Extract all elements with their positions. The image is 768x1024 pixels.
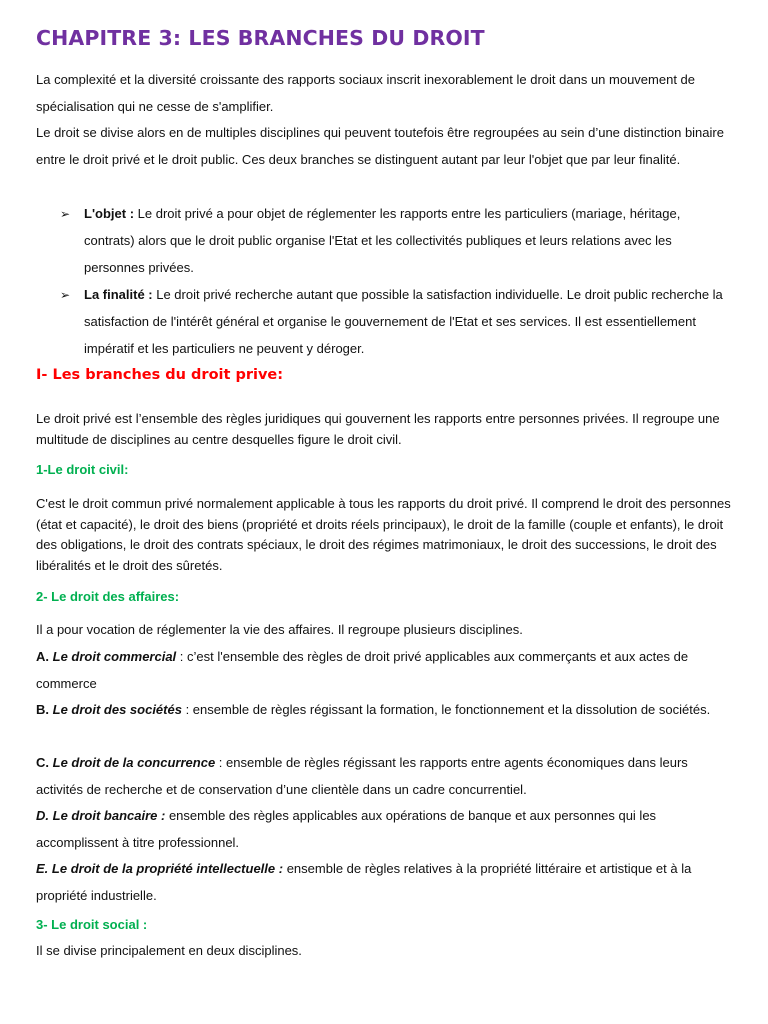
bullet-finalite — [84, 282, 734, 362]
item-term: Le droit de la concurrence — [52, 755, 216, 770]
civil-paragraph: C'est le droit commun privé normalement applicable à tous les rapports du droit privé. Il comprend le droit des personnes (état et capacité), le droit des biens (propriété et droits réels principaux), le droit de la famille (couple et enfants), le droit des obligations, le droit des contrats spéciaux, le droit des régimes matrimoniaux, le droit des successions, le droit des libéralités et le droit des sûretés. — [36, 496, 731, 573]
arrowhead-bullet-icon: ➢ — [60, 207, 71, 221]
item-term: Le droit bancaire : — [52, 808, 166, 823]
bullet-text: Le droit privé recherche autant que possible la satisfaction individuelle. Le droit public recherche la satisfaction de l'intérêt général et organise le gouvernement de l'Etat et ses services. Il est essentiellement impératif et les particuliers ne peuvent y déroger. — [84, 287, 723, 356]
item-text: ensemble de règles relatives à la propriété littéraire et artistique et à la propriété industrielle. — [36, 861, 692, 903]
item-letter: C. — [36, 755, 49, 770]
item-term: Le droit commercial — [52, 649, 177, 664]
arrowhead-bullet-icon: ➢ — [60, 288, 71, 302]
intro-paragraph-1: La complexité et la diversité croissante des rapports sociaux inscrit inexorablement le droit dans un mouvement de spécialisation qui ne cesse de s'amplifier. — [36, 72, 696, 114]
bullet-text: Le droit privé a pour objet de réglementer les rapports entre les particuliers (mariage, héritage, contrats) alors que le droit public organise l'Etat et les collectivités publiques et leurs relations avec les personnes privées. — [84, 206, 681, 275]
section-paragraph: Le droit privé est l’ensemble des règles juridiques qui gouvernent les rapports entre personnes privées. Il regroupe une multitude de disciplines au centre desquelles figure le droit civil. — [36, 411, 720, 447]
item-letter: D. — [36, 808, 49, 823]
chapter-title: CHAPITRE 3: LES BRANCHES DU DROIT — [36, 26, 485, 50]
item-separator: : — [215, 755, 223, 770]
list-item-c — [36, 750, 736, 804]
item-text: ensemble de règles régissant les rapports entre agents économiques dans leurs activités de recherche et de conservation d’une clientèle dans un cadre concurrentiel. — [36, 755, 688, 797]
item-text: c’est l'ensemble des règles de droit privé applicables aux commerçants et aux actes de commerce — [36, 649, 689, 691]
bullet-term: La finalité : — [84, 287, 153, 302]
list-item-a — [36, 644, 736, 698]
subsection-heading-social: 3- Le droit social : — [36, 917, 148, 932]
item-term: Le droit de la propriété intellectuelle : — [51, 861, 284, 876]
list-item-b — [36, 697, 736, 724]
affaires-intro: Il a pour vocation de réglementer la vie des affaires. Il regroupe plusieurs disciplines. — [36, 622, 523, 637]
intro-paragraph-2: Le droit se divise alors en de multiples disciplines qui peuvent toutefois être regroupées au sein d’une distinction binaire entre le droit privé et le droit public. Ces deux branches se distinguent autant par leur l'objet que par leur finalité. — [36, 125, 724, 167]
bullet-objet — [84, 201, 734, 281]
bullet-term: L'objet : — [84, 206, 135, 221]
subsection-heading-civil: 1-Le droit civil: — [36, 462, 129, 477]
item-text: ensemble des règles applicables aux opérations de banque et aux personnes qui les accomplissent à titre professionnel. — [36, 808, 657, 850]
item-letter: E. — [36, 861, 49, 876]
list-item-e — [36, 856, 736, 910]
subsection-heading-affaires: 2- Le droit des affaires: — [36, 589, 180, 604]
item-letter: A. — [36, 649, 49, 664]
item-letter: B. — [36, 702, 49, 717]
item-term: Le droit des sociétés — [52, 702, 182, 717]
item-separator: : — [176, 649, 184, 664]
list-item-d — [36, 803, 736, 857]
section-heading-droit-prive: I- Les branches du droit prive: — [36, 367, 284, 383]
item-separator: : — [181, 702, 190, 717]
item-text: ensemble de règles régissant la formation, le fonctionnement et la dissolution de sociétés. — [189, 702, 711, 717]
social-paragraph: Il se divise principalement en deux disciplines. — [36, 943, 302, 958]
